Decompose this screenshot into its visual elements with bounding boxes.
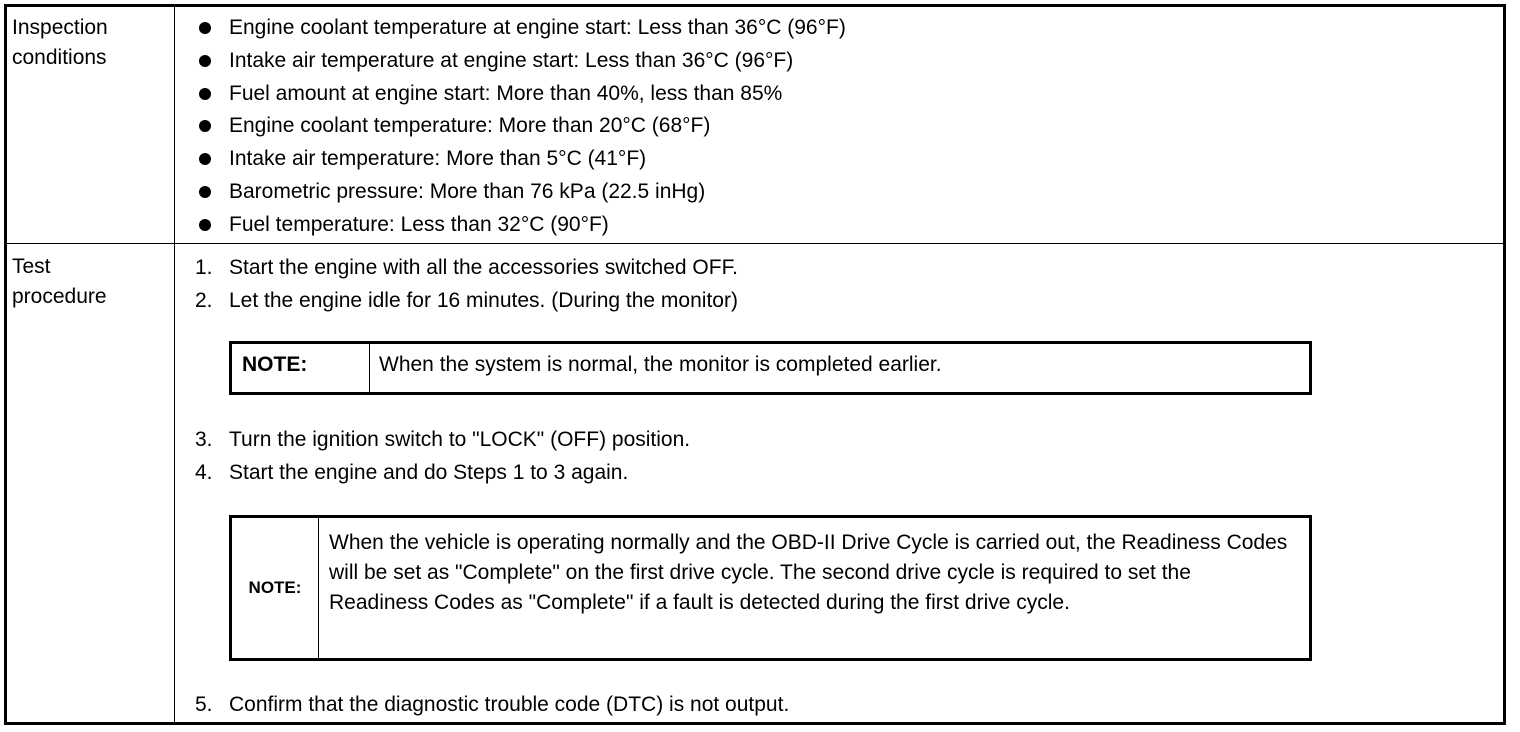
note-box-monitor xyxy=(229,341,1312,395)
list-item xyxy=(195,110,846,143)
bullet-icon xyxy=(199,219,211,231)
condition-text: Barometric pressure: More than 76 kPa (22.5 inHg) xyxy=(229,179,706,203)
list-item xyxy=(195,143,846,176)
list-item xyxy=(195,209,846,242)
step-number: 1. xyxy=(195,256,213,279)
bullet-icon xyxy=(199,120,211,132)
bullet-icon xyxy=(199,186,211,198)
note-label: NOTE: xyxy=(232,518,319,658)
list-item xyxy=(195,285,738,318)
inspection-table xyxy=(4,4,1506,725)
procedure-steps-3-4 xyxy=(195,424,690,490)
step-text: Confirm that the diagnostic trouble code (DTC) is not output. xyxy=(229,693,790,716)
step-text: Start the engine and do Steps 1 to 3 again. xyxy=(229,460,629,484)
note-text: When the system is normal, the monitor is completed earlier. xyxy=(379,353,942,376)
note-label: NOTE: xyxy=(232,344,370,392)
bullet-icon xyxy=(199,153,211,165)
procedure-steps-1-2 xyxy=(195,252,738,318)
condition-text: Intake air temperature: More than 5°C (41°F) xyxy=(229,147,647,171)
condition-text: Fuel amount at engine start: More than 40%, less than 85% xyxy=(229,81,783,105)
list-item xyxy=(195,176,846,209)
condition-text: Intake air temperature at engine start: Less than 36°C (96°F) xyxy=(229,48,794,72)
bullet-icon xyxy=(199,88,211,100)
list-item xyxy=(195,78,846,111)
list-item xyxy=(195,457,690,490)
inspection-conditions-list xyxy=(195,12,846,242)
step-text: Let the engine idle for 16 minutes. (During the monitor) xyxy=(229,288,738,312)
list-item xyxy=(195,12,846,45)
step-number: 2. xyxy=(195,288,213,312)
list-item xyxy=(195,45,846,78)
list-item xyxy=(195,252,738,285)
test-procedure-label: Test procedure xyxy=(12,255,107,308)
inspection-conditions-label: Inspection conditions xyxy=(12,16,108,69)
procedure-step-5 xyxy=(195,689,789,722)
bullet-icon xyxy=(199,55,211,67)
list-item xyxy=(195,689,789,722)
note-text: When the vehicle is operating normally and the OBD-II Drive Cycle is carried out, the Readiness Codes will be set as "Complete" on the first drive cycle. The second drive cycle is required to set the Readiness Codes as "Complete" if a fault is detected during the first drive cycle. xyxy=(329,531,1288,614)
step-number: 3. xyxy=(195,428,213,451)
condition-text: Engine coolant temperature: More than 20°C (68°F) xyxy=(229,114,711,138)
step-number: 5. xyxy=(195,693,213,716)
step-text: Start the engine with all the accessories switched OFF. xyxy=(229,256,738,279)
step-number: 4. xyxy=(195,460,213,484)
condition-text: Engine coolant temperature at engine start: Less than 36°C (96°F) xyxy=(229,16,846,39)
column-divider xyxy=(174,7,175,722)
list-item xyxy=(195,424,690,457)
condition-text: Fuel temperature: Less than 32°C (90°F) xyxy=(229,212,609,236)
row-divider xyxy=(7,243,1503,244)
step-text: Turn the ignition switch to "LOCK" (OFF) position. xyxy=(229,428,691,451)
bullet-icon xyxy=(199,22,211,34)
note-box-drive-cycle xyxy=(229,515,1312,661)
